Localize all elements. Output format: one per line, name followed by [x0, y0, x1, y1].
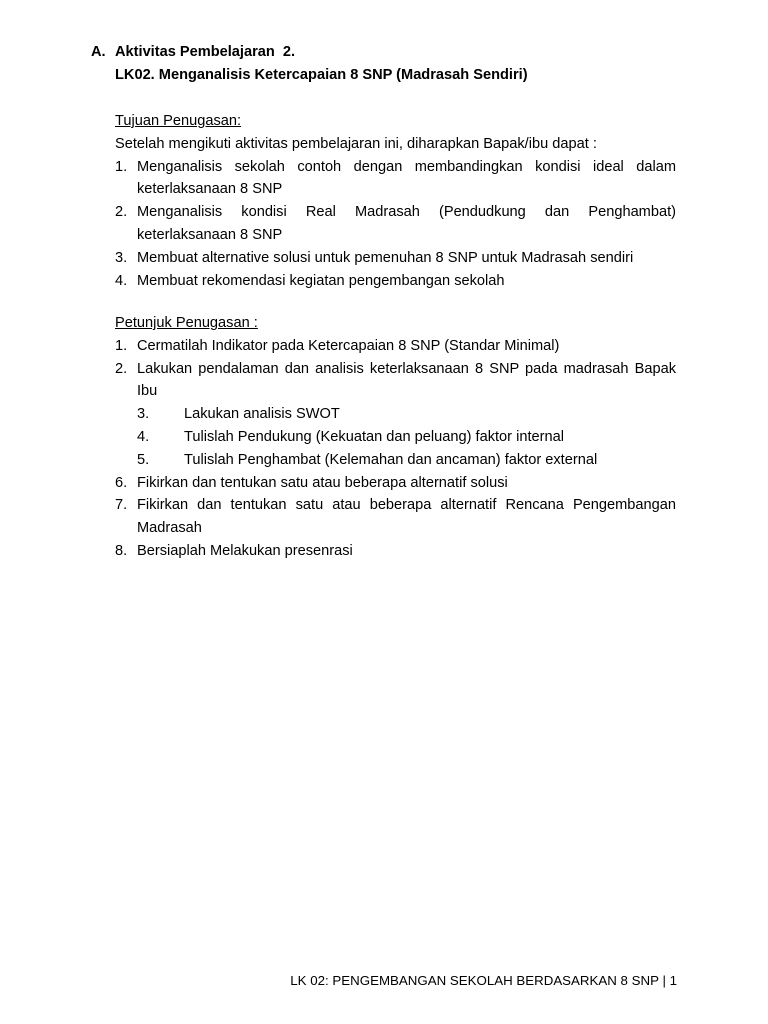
list-item: [115, 472, 676, 495]
list-item-number: 8.: [115, 542, 128, 559]
list-item-text: Membuat alternative solusi untuk pemenuhan 8 SNP untuk Madrasah sendiri: [137, 249, 634, 266]
page-footer: LK 02: PENGEMBANGAN SEKOLAH BERDASARKAN 8 SNP | 1: [290, 973, 677, 988]
list-item-number: 7.: [115, 497, 128, 514]
tujuan-intro: Setelah mengikuti aktivitas pembelajaran ini, diharapkan Bapak/ibu dapat :: [115, 135, 597, 152]
petunjuk-section: [115, 312, 676, 563]
list-item: [115, 426, 676, 449]
list-item-text: Menganalisis kondisi Real Madrasah (Pendudkung dan Penghambat) keterlaksanaan 8 SNP: [137, 204, 676, 243]
list-item-text: Cermatilah Indikator pada Ketercapaian 8 SNP (Standar Minimal): [137, 337, 560, 354]
list-item: [115, 201, 676, 247]
list-item-text: Fikirkan dan tentukan satu atau beberapa alternatif Rencana Pengembangan Madrasah: [137, 497, 676, 537]
list-item-text: Bersiaplah Melakukan presenrasi: [137, 542, 353, 559]
list-item-number: 2.: [115, 360, 128, 377]
petunjuk-list: [115, 335, 676, 563]
list-item: [115, 494, 676, 540]
list-item: [115, 335, 676, 358]
list-item: [115, 247, 676, 270]
section-title: Aktivitas Pembelajaran 2.: [115, 44, 296, 60]
list-item-number: 3.: [115, 249, 128, 266]
list-item-text: Tulislah Penghambat (Kelemahan dan ancaman) faktor external: [184, 451, 598, 468]
list-item-number: 4.: [115, 272, 128, 289]
list-item-text: Menganalisis sekolah contoh dengan membandingkan kondisi ideal dalam keterlaksanaan 8 SNP: [137, 158, 676, 198]
list-item-text: Fikirkan dan tentukan satu atau beberapa alternatif solusi: [137, 474, 508, 491]
list-item-number: 1.: [115, 337, 128, 354]
list-item-number: 5.: [137, 451, 150, 468]
list-item-number: 3.: [137, 406, 150, 423]
list-item-number: 6.: [115, 474, 128, 491]
section-subtitle: LK02. Menganalisis Ketercapaian 8 SNP (Madrasah Sendiri): [115, 67, 528, 83]
list-item: [115, 358, 676, 404]
list-item: [115, 449, 676, 472]
list-item-text: Tulislah Pendukung (Kekuatan dan peluang) faktor internal: [184, 428, 564, 445]
section-letter: A.: [91, 44, 106, 60]
tujuan-list: [115, 156, 676, 293]
list-item-text: Lakukan analisis SWOT: [184, 406, 340, 423]
list-item-text: Membuat rekomendasi kegiatan pengembangan sekolah: [137, 272, 505, 289]
list-item: [115, 403, 676, 426]
tujuan-heading: Tujuan Penugasan:: [115, 113, 242, 129]
list-item-number: 2.: [115, 204, 128, 221]
tujuan-section: [115, 110, 676, 292]
list-item: [115, 156, 676, 202]
list-item: [115, 270, 676, 293]
list-item-number: 4.: [137, 428, 150, 445]
list-item: [115, 540, 676, 563]
petunjuk-heading: Petunjuk Penugasan :: [115, 315, 258, 331]
list-item-text: Lakukan pendalaman dan analisis keterlaksanaan 8 SNP pada madrasah Bapak Ibu: [137, 360, 676, 400]
list-item-number: 1.: [115, 158, 128, 175]
